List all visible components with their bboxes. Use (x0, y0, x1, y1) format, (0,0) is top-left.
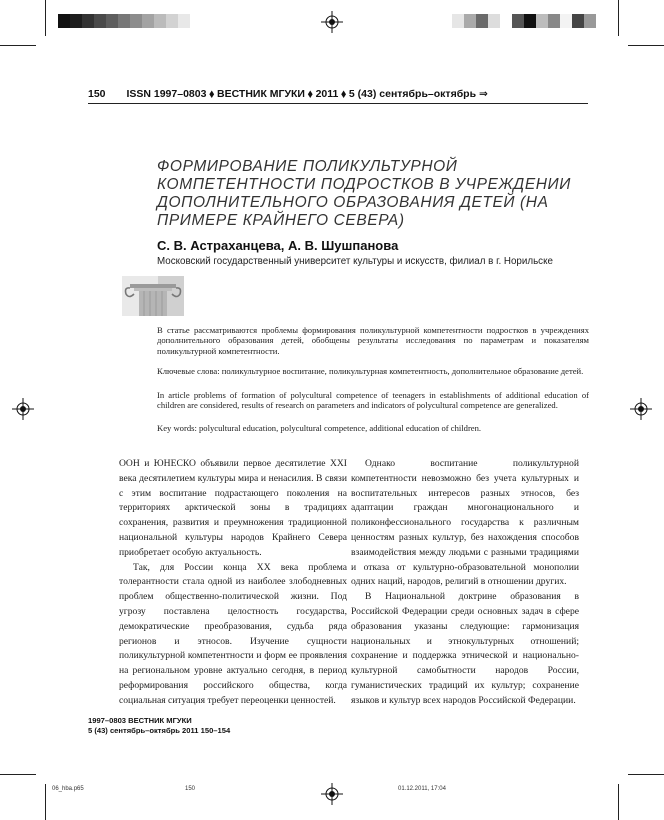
issue: 5 (43) сентябрь–октябрь (348, 88, 477, 100)
slug-file: 06_hba.p65 (52, 786, 84, 792)
journal-name: ВЕСТНИК МГУКИ (217, 88, 305, 100)
header-separator: ⬧ (307, 88, 313, 100)
citation-issue: 5 (43) сентябрь–октябрь 2011 150–154 (88, 725, 231, 735)
registration-mark-top (321, 11, 343, 33)
authors: С. В. Астраханцева, А. В. Шушпанова (157, 238, 399, 253)
color-bar-right (452, 14, 596, 28)
article-title: ФОРМИРОВАНИЕ ПОЛИКУЛЬТУРНОЙ КОМПЕТЕНТНОСТИ ПОДРОСТКОВ В УЧРЕЖДЕНИИ ДОПОЛНИТЕЛЬНОГО ОБРАЗОВАНИЯ ДЕТЕЙ (НА ПРИМЕРЕ КРАЙНЕГО СЕВЕРА) (157, 158, 571, 229)
crop-mark (45, 0, 46, 36)
keywords-ru: Ключевые слова: поликультурное воспитание, поликультурная компетентность, дополнительное образование детей. (157, 366, 584, 376)
affiliation: Московский государственный университет культуры и искусств, филиал в г. Норильске (157, 256, 553, 267)
citation-journal: 1997–0803 ВЕСТНИК МГУКИ (88, 716, 192, 725)
running-header (88, 88, 588, 101)
crop-mark (0, 45, 36, 46)
registration-mark-left (12, 398, 34, 420)
column-capital-logo (122, 276, 184, 316)
body-column-left (119, 457, 347, 709)
header-rule (88, 103, 588, 104)
abstract-en: In article problems of formation of polycultural competence of teenagers in establishments of additional education of children are considered, results of research on parameters and indicators of polycultural competence are generalized. (157, 390, 589, 411)
slug-date: 01.12.2011, 17:04 (398, 786, 446, 792)
crop-mark (618, 784, 619, 820)
citation-footer (88, 716, 230, 735)
year: 2011 (315, 88, 339, 100)
crop-mark (45, 784, 46, 820)
paragraph: Так, для России конца XX века проблема толерантности стала одной из наиболее злободневных проблем общественно-политической жизни. Под угрозу поставлена целостность государства, демократические преобразования, судьба ряда регионов и этносов. Изучение сущности поликультурной компетентности и форм ее проявления на региональном уровне актуально сегодня, в период реформирования российского общества, когда социальная ситуация требует переоценки ценностей. (119, 561, 347, 706)
header-separator: ⬧ (209, 88, 215, 100)
color-bar-left (58, 14, 202, 28)
crop-mark (618, 0, 619, 36)
abstract-ru: В статье рассматриваются проблемы формирования поликультурной компетентности подростков в учреждениях дополнительного образования детей, обобщены результаты исследования по параметрам и показателям поликультурной компетентности. (157, 325, 589, 356)
crop-mark (628, 774, 664, 775)
slug-page: 150 (185, 786, 196, 792)
issn: ISSN 1997–0803 (126, 88, 207, 100)
paragraph: В Национальной доктрине образования в Российской Федерации среди основных задач в сфере образования указаны следующие: гармонизация национальных и этнокультурных отношений; сохранение и поддержка этнической и национально-культурной самобытности народов России, гуманистических традиций их культур; сохранение языков и культур всех народов Российской Федерации. (351, 591, 579, 706)
paragraph: Однако воспитание поликультурной компетентности невозможно без учета культурных и воспитательных интересов разных этносов, без адаптации граждан многонационального и поликонфессионального государства к различным ценностям разных культур, без нахождения способов взаимодействия между людьми с разными традициями и отказа от культурно-образовательной монополии одних наций, народов, религий в отношении других. (351, 458, 579, 588)
body-column-right (351, 457, 579, 709)
arrow-icon: ⇒ (478, 88, 488, 100)
crop-mark (628, 45, 664, 46)
keywords-en: Key words: polycultural education, polycultural competence, additional education of children. (157, 423, 482, 433)
page-number: 150 (88, 88, 106, 100)
crop-mark (0, 774, 36, 775)
registration-mark-bottom (321, 783, 343, 805)
registration-mark-right (630, 398, 652, 420)
paragraph: ООН и ЮНЕСКО объявили первое десятилетие XXI века десятилетием культуры мира и ненасилия. В связи с этим воспитание подрастающего поколения на территориях арктической зоны в традициях сохранения, развития и преумножения традиционной национальной культуры народов Крайнего Севера приобретает особую актуальность. (119, 458, 347, 558)
header-separator: ⬧ (341, 88, 346, 100)
